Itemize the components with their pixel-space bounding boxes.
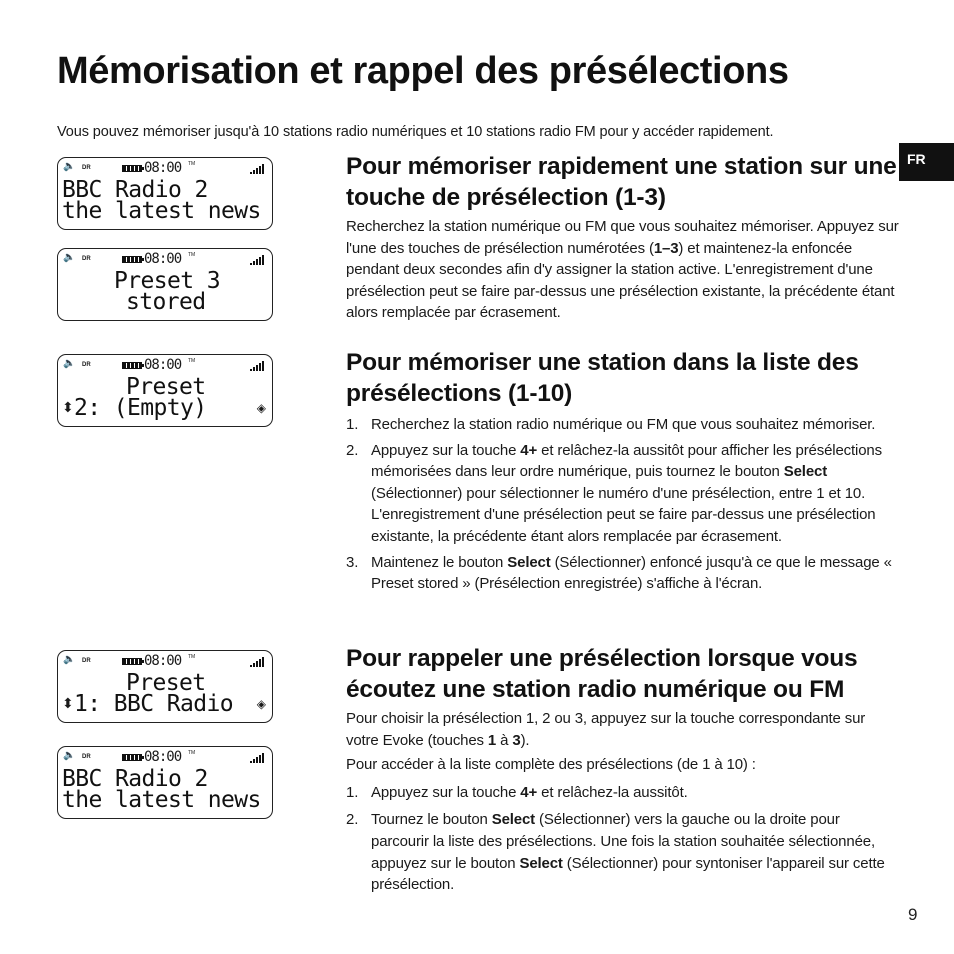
- dr-label: DR: [82, 658, 91, 664]
- list-item: 3. Maintenez le bouton Select (Sélectionner) enfoncé jusqu'à ce que le message « Preset stored » (Présélection enregistrée) s'affiche à l'écran.: [346, 553, 892, 593]
- tm-label: TM: [188, 358, 196, 364]
- lcd-line-2: 1: BBC Radio: [74, 691, 233, 717]
- battery-icon: [122, 754, 142, 761]
- lcd-clock: 08:00: [144, 653, 182, 669]
- lcd-line-1: BBC Radio 2: [62, 766, 208, 792]
- lcd-clock: 08:00: [144, 357, 182, 373]
- battery-icon: [122, 362, 142, 369]
- lcd-display-1: [57, 157, 273, 230]
- signal-icon: [250, 360, 266, 371]
- list-item: 1. Appuyez sur la touche 4+ et relâchez-la aussitôt.: [346, 783, 688, 801]
- section-paragraph: Pour choisir la présélection 1, 2 ou 3, appuyez sur la touche correspondante sur votre Evoke (touches 1 à 3).: [346, 710, 866, 749]
- steps-list: [346, 414, 900, 595]
- list-item: 2. Tournez le bouton Select (Sélectionner) vers la gauche ou la droite pour parcourir la liste des présélections. Une fois la station souhaitée sélectionnée, appuyez sur le bouton Select (Sélectionner) pour syntoniser l'appareil sur cette présélection.: [346, 811, 885, 894]
- dr-label: DR: [82, 754, 91, 760]
- lcd-line-1: Preset 3: [114, 268, 220, 294]
- lcd-line-2: stored: [126, 289, 206, 315]
- page-title: Mémorisation et rappel des présélections: [57, 50, 789, 92]
- tm-label: TM: [188, 161, 196, 167]
- list-item: 1. Recherchez la station radio numérique ou FM que vous souhaitez mémoriser.: [346, 416, 876, 433]
- signal-icon: [250, 752, 266, 763]
- section-heading: Pour mémoriser rapidement une station sur une touche de présélection (1-3): [346, 153, 897, 211]
- speaker-icon: 🔈: [63, 654, 76, 665]
- lcd-line-2: 2: (Empty): [74, 395, 207, 421]
- steps-list: [346, 782, 900, 896]
- dr-label: DR: [82, 165, 91, 171]
- dr-label: DR: [82, 256, 91, 262]
- lcd-line-2: the latest news: [62, 198, 261, 224]
- language-tab: FR: [899, 143, 954, 181]
- section-heading: Pour rappeler une présélection lorsque vous écoutez une station radio numérique ou FM: [346, 645, 858, 703]
- select-knob-icon: ◈: [256, 401, 266, 415]
- speaker-icon: 🔈: [63, 750, 76, 761]
- tm-label: TM: [188, 750, 196, 756]
- select-knob-icon: ◈: [256, 697, 266, 711]
- section-heading: Pour mémoriser une station dans la liste des présélections (1-10): [346, 349, 859, 407]
- signal-icon: [250, 254, 266, 265]
- lcd-display-5: [57, 746, 273, 819]
- lcd-line-1: Preset: [126, 374, 206, 400]
- dr-label: DR: [82, 362, 91, 368]
- up-down-arrow-icon: ⬍: [62, 695, 74, 711]
- speaker-icon: 🔈: [63, 161, 76, 172]
- signal-icon: [250, 163, 266, 174]
- speaker-icon: 🔈: [63, 252, 76, 263]
- lcd-line-1: BBC Radio 2: [62, 177, 208, 203]
- lcd-display-4: [57, 650, 273, 723]
- lcd-clock: 08:00: [144, 251, 182, 267]
- section-preset-list: [346, 347, 900, 595]
- section-paragraph: Pour accéder à la liste complète des présélections (de 1 à 10) :: [346, 756, 756, 774]
- section-recall-preset: [346, 643, 900, 896]
- section-quick-preset: [346, 151, 900, 324]
- page-number: 9: [908, 905, 918, 924]
- lcd-line-1: Preset: [126, 670, 206, 696]
- list-item: 2. Appuyez sur la touche 4+ et relâchez-la aussitôt pour afficher les présélections mémorisées dans leur ordre numérique, puis tournez le bouton Select (Sélectionner) pour sélectionner le numéro d'une présélection, entre 1 et 10. L'enregistrement d'une présélection peut se faire par-dessus une présélection existante, la précédente étant alors remplacée par écrasement.: [346, 441, 882, 545]
- lcd-clock: 08:00: [144, 160, 182, 176]
- speaker-icon: 🔈: [63, 358, 76, 369]
- signal-icon: [250, 656, 266, 667]
- lcd-display-2: [57, 248, 273, 321]
- lcd-clock: 08:00: [144, 749, 182, 765]
- battery-icon: [122, 658, 142, 665]
- up-down-arrow-icon: ⬍: [62, 399, 74, 415]
- battery-icon: [122, 256, 142, 263]
- intro-text: Vous pouvez mémoriser jusqu'à 10 stations radio numériques et 10 stations radio FM pour y accéder rapidement.: [57, 124, 774, 140]
- battery-icon: [122, 165, 142, 172]
- lcd-display-3: [57, 354, 273, 427]
- tm-label: TM: [188, 252, 196, 258]
- section-paragraph: Recherchez la station numérique ou FM que vous souhaitez mémoriser. Appuyez sur l'une des touches de présélection numérotées (1–3) et maintenez-la enfoncée pendant deux secondes afin d'y assigner la station active. L'enregistrement d'une présélection peut se faire par-dessus une présélection existante, la précédente étant alors remplacée par écrasement.: [346, 218, 899, 322]
- lcd-line-2: the latest news: [62, 787, 261, 813]
- tm-label: TM: [188, 654, 196, 660]
